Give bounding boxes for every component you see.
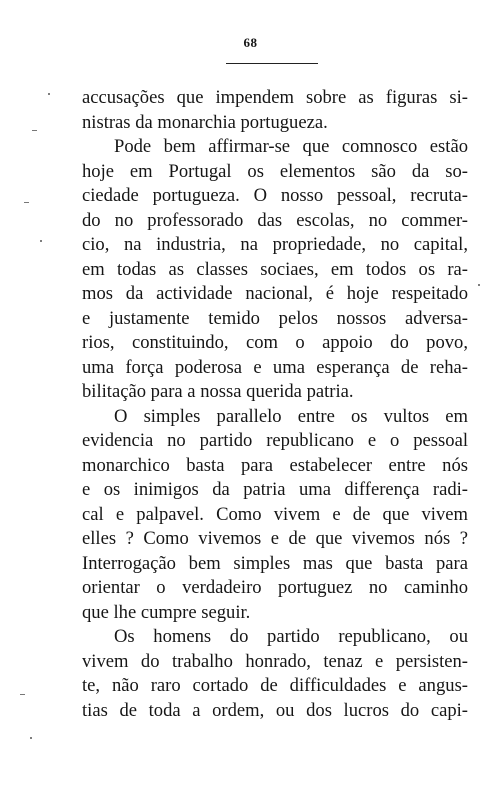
scan-mark bbox=[20, 694, 25, 695]
scan-mark bbox=[24, 202, 29, 203]
text-line: Os homens do partido republicano, ou bbox=[114, 626, 468, 647]
text-line: te, não raro cortado de difficuldades e angus- bbox=[82, 675, 468, 696]
page-number: 68 bbox=[243, 35, 258, 50]
text-line: hoje em Portugal os elementos são da so- bbox=[82, 160, 468, 182]
text-line: vivem do trabalho honrado, tenaz e persisten- bbox=[82, 650, 468, 672]
text-line: nistras da monarchia portugueza. bbox=[82, 111, 328, 133]
scan-speck bbox=[40, 240, 42, 242]
text-line: Interrogação bem simples mas que basta para bbox=[82, 552, 468, 574]
text-line: O simples parallelo entre os vultos em bbox=[114, 405, 468, 427]
header-rule bbox=[226, 63, 318, 64]
text-line: mos da actividade nacional, é hoje respeitado bbox=[82, 283, 468, 304]
scan-speck bbox=[30, 737, 32, 739]
text-line: e os inimigos da patria uma differença radi- bbox=[82, 479, 468, 500]
text-line: Pode bem affirmar-se que comnosco estão bbox=[114, 136, 468, 157]
text-line: que lhe cumpre seguir. bbox=[82, 601, 251, 623]
text-line: elles ? Como vivemos e de que vivemos nós ? bbox=[82, 528, 468, 549]
text-line: orientar o verdadeiro portuguez no caminho bbox=[82, 577, 468, 598]
text-line: tias de toda a ordem, ou dos lucros do capi- bbox=[82, 699, 468, 721]
text-line: cio, na industria, na propriedade, no capital, bbox=[82, 234, 468, 255]
scan-speck bbox=[48, 93, 50, 95]
text-line: cal e palpavel. Como vivem e de que vivem bbox=[82, 503, 468, 525]
text-line: uma força poderosa e uma esperança de reha- bbox=[82, 356, 468, 378]
text-line: ciedade portugueza. O nosso pessoal, recruta- bbox=[82, 185, 468, 206]
text-line: evidencia no partido republicano e o pessoal bbox=[82, 430, 468, 451]
text-line: accusações que impendem sobre as figuras si- bbox=[82, 87, 468, 108]
scan-mark bbox=[32, 130, 37, 131]
text-line: do no professorado das escolas, no commer- bbox=[82, 209, 468, 231]
text-line: rios, constituindo, com o appoio do povo, bbox=[82, 332, 468, 353]
text-line: monarchico basta para estabelecer entre nós bbox=[82, 454, 468, 476]
scan-speck bbox=[478, 284, 480, 286]
text-line: em todas as classes sociaes, em todos os ra- bbox=[82, 258, 468, 280]
text-line: bilitação para a nossa querida patria. bbox=[82, 381, 354, 402]
body-text bbox=[82, 86, 468, 723]
text-line: e justamente temido pelos nossos adversa- bbox=[82, 307, 468, 329]
